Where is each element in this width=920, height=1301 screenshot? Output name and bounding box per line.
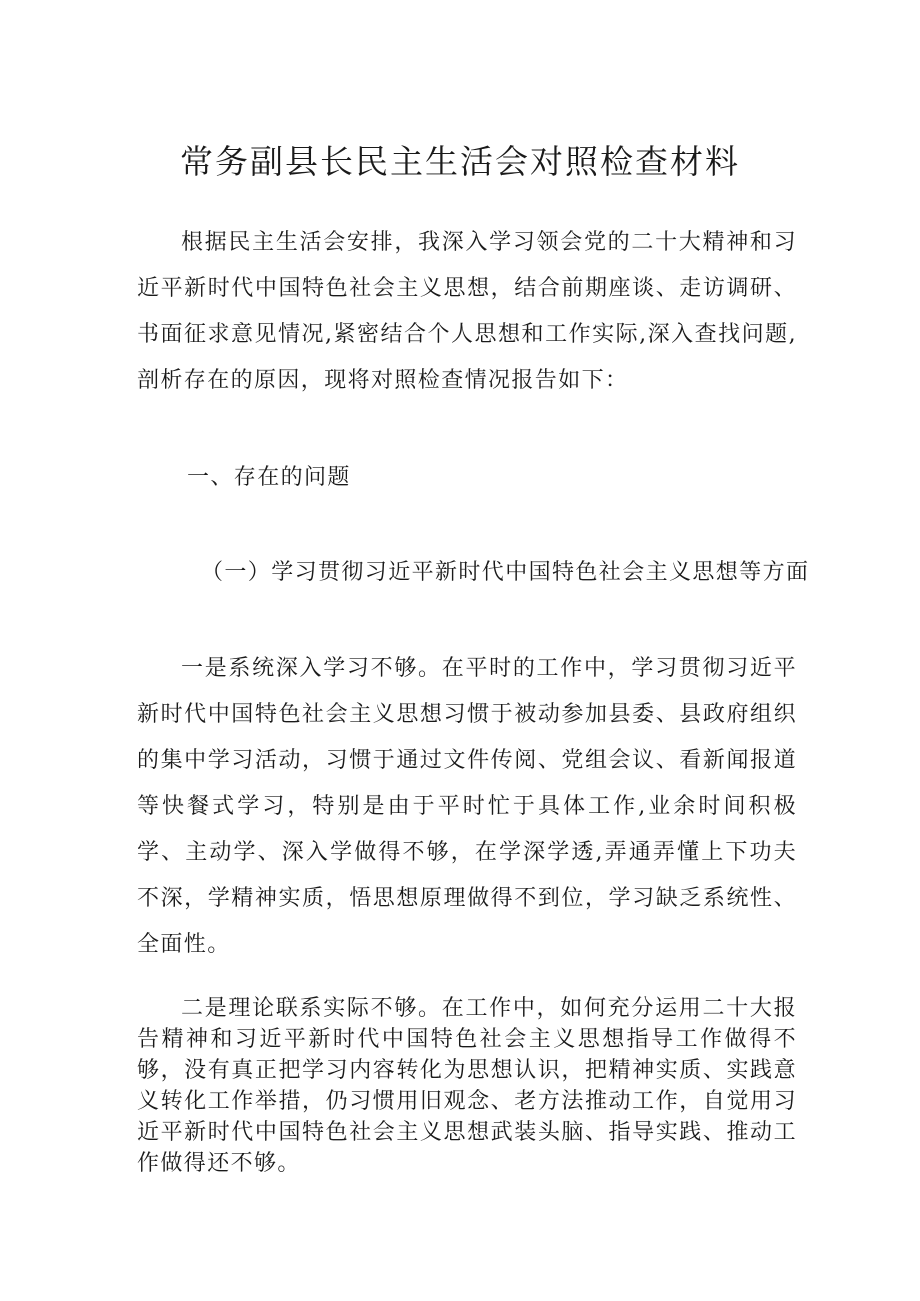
section-heading-problems: 一、存在的问题	[187, 465, 351, 490]
paragraph-point-one: 一是系统深入学习不够。在平时的工作中，学习贯彻习近平新时代中国特色社会主义思想习惯于被动参加县委、县政府组织的集中学习活动，习惯于通过文件传阅、党组会议、看新闻报道等快餐式学习，特别是由于平时忙于具体工作,业余时间积极学、主动学、深入学做得不够，在学深学透,弄通弄懂上下功夫不深，学精神实质，悟思想原理做得不到位，学习缺乏系统性、全面性。	[137, 656, 797, 957]
page-bottom-margin	[0, 1262, 920, 1301]
subsection-heading-study: （一）学习贯彻习近平新时代中国特色社会主义思想等方面	[201, 560, 810, 585]
paragraph-point-two: 二是理论联系实际不够。在工作中，如何充分运用二十大报告精神和习近平新时代中国特色社会主义思想指导工作做得不够，没有真正把学习内容转化为思想认识，把精神实质、实践意义转化工作举措，仍习惯用旧观念、老方法推动工作，自觉用习近平新时代中国特色社会主义思想武装头脑、指导实践、推动工作做得还不够。	[137, 996, 797, 1176]
document-title: 常务副县长民主生活会对照检查材料	[180, 142, 740, 181]
intro-paragraph: 根据民主生活会安排，我深入学习领会党的二十大精神和习近平新时代中国特色社会主义思想，结合前期座谈、走访调研、书面征求意见情况,紧密结合个人思想和工作实际,深入查找问题,剖析存在的原因，现将对照检查情况报告如下：	[137, 230, 797, 393]
